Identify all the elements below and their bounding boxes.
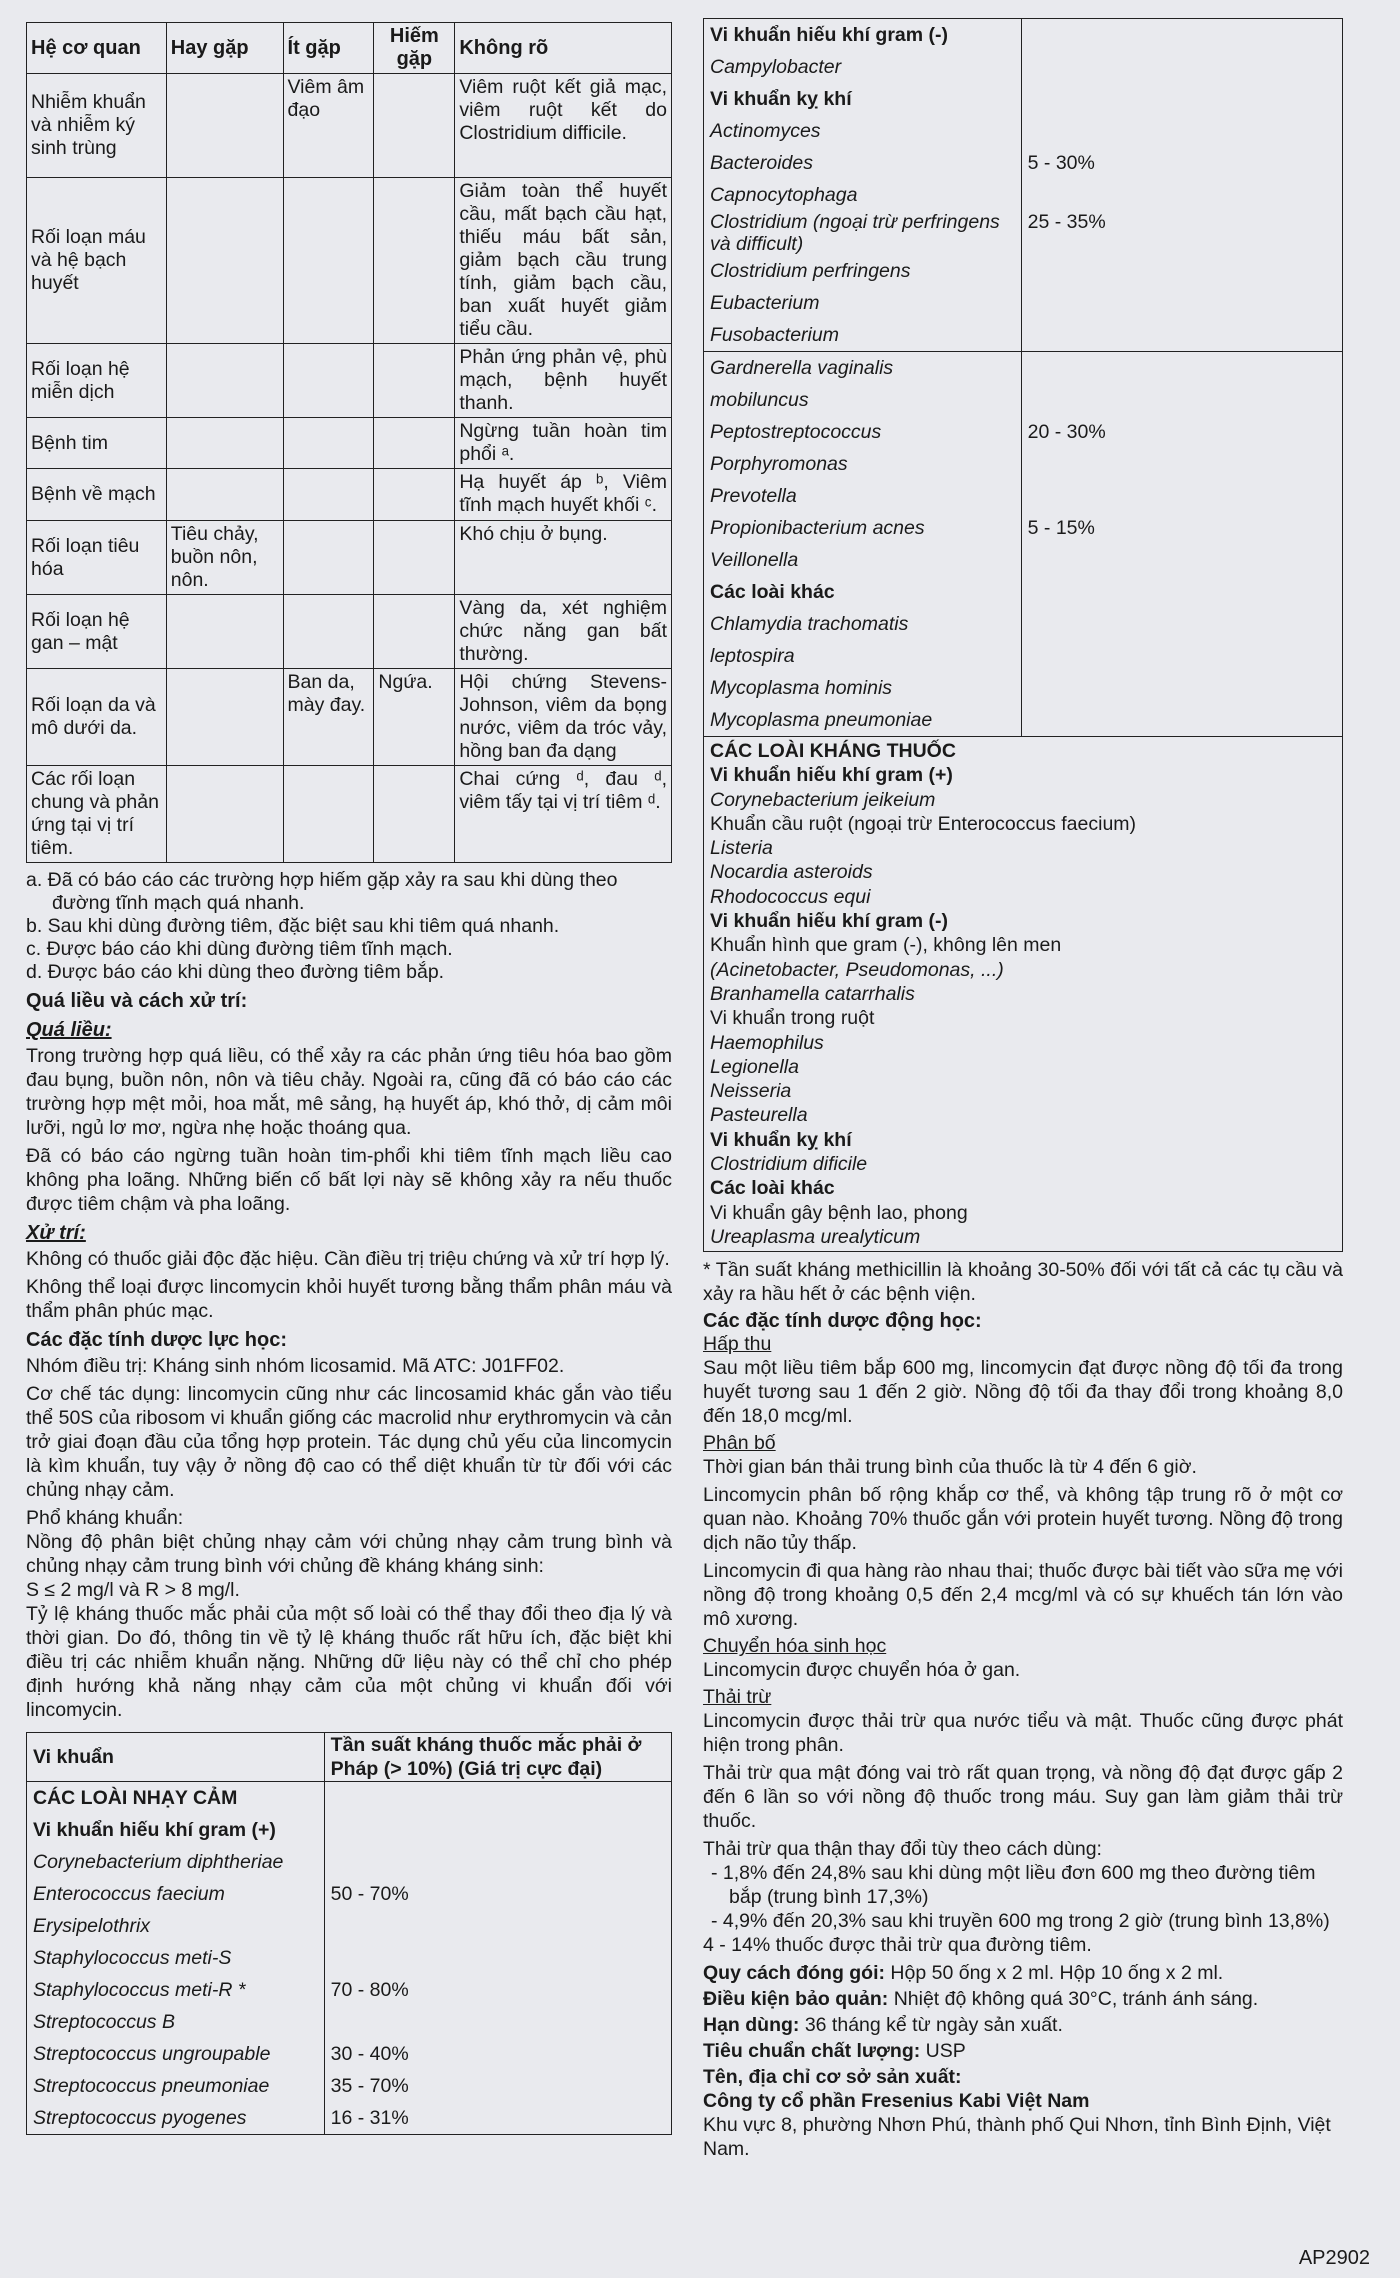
header-resistance-rate: Tần suất kháng thuốc mắc phải ở Pháp (> 10%) (Giá trị cực đại) <box>324 1733 671 1782</box>
bacteria-item: Mycoplasma hominis <box>710 677 893 699</box>
bacteria-item: Porphyromonas <box>710 453 848 475</box>
bacteria-item: Staphylococcus meti-R * <box>33 1979 246 2001</box>
quality-value: USP <box>920 2040 966 2063</box>
resistance-value <box>1028 352 1336 384</box>
resistance-value <box>1028 704 1336 736</box>
cell-common <box>166 344 283 418</box>
resistance-value <box>1028 83 1336 115</box>
treatment-paragraph-2: Không thể loại được lincomycin khỏi huyết tương bằng thẩm phân máu và thẩm phân phúc mạc. <box>26 1276 672 1322</box>
resistant-item: Legionella <box>710 1055 799 1078</box>
cell-rare <box>374 766 455 863</box>
bacteria-item: leptospira <box>710 645 795 667</box>
treatment-paragraph-1: Không có thuốc giải độc đặc hiệu. Cần điều trị triệu chứng và xử trí hợp lý. <box>26 1248 670 1270</box>
resistant-item: Các loài khác <box>710 1177 835 1200</box>
bacteria-item: mobiluncus <box>710 389 809 411</box>
bacteria-item: Propionibacterium acnes <box>710 517 925 539</box>
cell-unknown: Viêm ruột kết giả mạc, viêm ruột kết do Clostridium difficile. <box>455 74 672 178</box>
cell-common: Tiêu chảy, buồn nôn, nôn. <box>166 521 283 595</box>
resistance-value: 25 - 35% <box>1027 211 1106 233</box>
cell-organ: Rối loạn da và mô dưới da. <box>27 669 167 766</box>
bacteria-item: Campylobacter <box>710 56 842 78</box>
cell-organ: Các rối loạn chung và phản ứng tại vị trí tiêm. <box>27 766 167 863</box>
table-header-row <box>27 23 672 74</box>
cell-uncommon <box>283 178 374 344</box>
cell-organ: Rối loạn máu và hệ bạch huyết <box>27 178 167 344</box>
cell-unknown: Phản ứng phản vệ, phù mạch, bệnh huyết thanh. <box>455 344 672 418</box>
resistant-item: Khuẩn hình que gram (-), không lên men <box>710 934 1062 957</box>
bacteria-item: Gardnerella vaginalis <box>710 357 894 379</box>
bacteria-item: Actinomyces <box>710 120 821 142</box>
metabolism-title: Chuyển hóa sinh học <box>703 1635 887 1658</box>
bacteria-item: Bacteroides <box>710 152 813 174</box>
resistant-species-cell <box>704 737 1343 1252</box>
storage-label: Điều kiện bảo quản: <box>703 1988 889 2011</box>
resistance-value: 5 - 15% <box>1027 517 1095 539</box>
bacteria-names-cell <box>704 19 1022 352</box>
bacteria-names-cell <box>704 352 1022 737</box>
bacteria-item: Chlamydia trachomatis <box>710 613 909 635</box>
distribution-text-3: Lincomycin đi qua hàng rào nhau thai; thuốc được bài tiết vào sữa mẹ với nồng độ trong khoảng 0,5 đến 2,4 mcg/ml và có sự khuếch tán lớn vào mô xương. <box>703 1560 1343 1631</box>
resistance-values-cell <box>1021 19 1342 352</box>
resistance-value: 35 - 70% <box>330 2075 409 2097</box>
cell-unknown: Vàng da, xét nghiệm chức năng gan bất thường. <box>455 595 672 669</box>
distribution-title: Phân bố <box>703 1432 776 1455</box>
resistance-body-row-2 <box>704 352 1343 737</box>
cell-organ: Rối loạn hệ gan – mật <box>27 595 167 669</box>
cell-common <box>166 766 283 863</box>
cell-common <box>166 469 283 521</box>
resistant-item: CÁC LOÀI KHÁNG THUỐC <box>710 740 956 762</box>
header-unknown: Không rõ <box>455 23 672 74</box>
manufacturer-address: Khu vực 8, phường Nhơn Phú, thành phố Qui Nhơn, tỉnh Bình Định, Việt Nam. <box>703 2114 1331 2161</box>
resistance-value <box>331 1782 665 1814</box>
resistant-item: Branhamella catarrhalis <box>710 982 915 1005</box>
overdose-paragraph-1: Trong trường hợp quá liều, có thể xảy ra các phản ứng tiêu hóa bao gồm đau bụng, buồn nôn, nôn và tiêu chảy. Ngoài ra, cũng đã có báo cáo các trường hợp mệt mỏi, hoa mắt, mê sảng, hạ huyết áp, khó thở, dị cảm môi lưỡi, ngủ lơ mơ, ngừa nhẹ hoặc thoáng qua. <box>26 1045 672 1139</box>
resistant-item: Pasteurella <box>710 1104 808 1127</box>
header-rare: Hiếm gặp <box>374 23 455 74</box>
bacteria-item: Capnocytophaga <box>710 184 858 206</box>
manufacturer-label: Tên, địa chỉ cơ sở sản xuất: <box>703 2066 962 2089</box>
pd-paragraph-1: Nhóm điều trị: Kháng sinh nhóm licosamid. Mã ATC: J01FF02. <box>26 1355 565 1377</box>
bacteria-item: Erysipelothrix <box>33 1915 151 1937</box>
resistance-value <box>331 1942 665 1974</box>
resistant-item: Khuẩn cầu ruột (ngoại trừ Enterococcus faecium) <box>710 812 1137 835</box>
cell-rare <box>374 74 455 178</box>
bacteria-item: Fusobacterium <box>710 324 839 346</box>
cell-unknown: Ngừng tuần hoàn tim phổi ᵃ. <box>455 418 672 469</box>
table-row <box>27 595 672 669</box>
bacteria-item: Peptostreptococcus <box>710 421 882 443</box>
resistant-item: Vi khuẩn gây bệnh lao, phong <box>710 1201 968 1224</box>
bacteria-item: Eubacterium <box>710 292 820 314</box>
resistant-item: Clostridium dificile <box>710 1153 868 1176</box>
cell-uncommon <box>283 418 374 469</box>
resistance-value <box>1028 255 1336 287</box>
absorption-title: Hấp thu <box>703 1333 772 1356</box>
excretion-item-1: - 1,8% đến 24,8% sau khi dùng một liều đơn 600 mg theo đường tiêm bắp (trung bình 17,3%) <box>711 1862 1316 1909</box>
bacteria-item: Veillonella <box>710 549 799 571</box>
cell-common <box>166 178 283 344</box>
cell-unknown: Giảm toàn thể huyết cầu, mất bạch cầu hạt, thiếu máu bất sản, giảm bạch cầu trung tính, giảm bạch cầu, ban xuất huyết giảm tiểu cầu. <box>455 178 672 344</box>
cell-rare <box>374 418 455 469</box>
adverse-effects-table <box>26 22 672 863</box>
cell-organ: Bệnh về mạch <box>27 469 167 521</box>
storage-line <box>703 1987 1343 2011</box>
cell-organ: Rối loạn hệ miễn dịch <box>27 344 167 418</box>
resistant-item: Haemophilus <box>710 1031 824 1054</box>
resistant-item: Vi khuẩn hiếu khí gram (+) <box>710 764 953 787</box>
shelf-life-value: 36 tháng kể từ ngày sản xuất. <box>799 2014 1063 2037</box>
resistance-value <box>1028 19 1336 51</box>
resistant-item: (Acinetobacter, Pseudomonas, ...) <box>710 958 1004 981</box>
resistance-value <box>1028 115 1336 147</box>
resistance-value <box>1028 576 1336 608</box>
cell-organ: Rối loạn tiêu hóa <box>27 521 167 595</box>
cell-rare: Ngứa. <box>374 669 455 766</box>
table-row <box>27 469 672 521</box>
table-row <box>27 74 672 178</box>
resistance-value <box>331 1814 665 1846</box>
cell-common <box>166 74 283 178</box>
resistance-values-cell <box>324 1782 671 2135</box>
bacteria-item: CÁC LOÀI NHẠY CẢM <box>33 1787 238 1809</box>
cell-uncommon <box>283 469 374 521</box>
bacteria-item: Vi khuẩn hiếu khí gram (+) <box>33 1819 276 1841</box>
resistant-item: Vi khuẩn trong ruột <box>710 1007 875 1030</box>
excretion-text-3: Thải trừ qua thận thay đổi tùy theo cách dùng: <box>703 1838 1102 1861</box>
header-uncommon: Ít gặp <box>283 23 374 74</box>
resistance-table-right <box>703 18 1343 1252</box>
document-code: AP2902 <box>1298 2247 1370 2269</box>
cell-rare <box>374 344 455 418</box>
bacteria-item: Clostridium (ngoại trừ perfringens và difficult) <box>710 211 1000 255</box>
cell-rare <box>374 595 455 669</box>
table-row <box>27 521 672 595</box>
resistant-species-row <box>704 737 1343 1252</box>
resistant-item: Vi khuẩn hiếu khí gram (-) <box>710 910 949 933</box>
bacteria-item: Vi khuẩn hiếu khí gram (-) <box>710 24 949 46</box>
packaging-value: Hộp 50 ống x 2 ml. Hộp 10 ống x 2 ml. <box>885 1962 1224 1985</box>
header-organ: Hệ cơ quan <box>27 23 167 74</box>
resistant-item: Rhodococcus equi <box>710 885 871 908</box>
overdose-paragraph-2: Đã có báo cáo ngừng tuần hoàn tim-phổi khi tiêm tĩnh mạch liều cao không pha loãng. Những biến cố bất lợi này sẽ không xảy ra nếu thuốc được tiêm chậm và pha loãng. <box>26 1145 672 1215</box>
pd-paragraph-6: Tỷ lệ kháng thuốc mắc phải của một số loài có thể thay đổi theo địa lý và thời gian. Do đó, thông tin về tỷ lệ kháng thuốc rất hữu ích, đặc biệt khi điều trị các nhiễm khuẩn nặng. Những dữ liệu này có thể chỉ cho phép định hướng khả năng nhạy cảm của một chủng vi khuẩn đối với lincomycin. <box>26 1603 672 1721</box>
footnote-a: a. Đã có báo cáo các trường hợp hiếm gặp xảy ra sau khi dùng theo đường tĩnh mạch quá nhanh. <box>26 869 618 914</box>
excretion-text-1: Lincomycin được thải trừ qua nước tiểu và mật. Thuốc cũng được phát hiện trong phân. <box>703 1710 1343 1757</box>
excretion-text-2: Thải trừ qua mật đóng vai trò rất quan trọng, và nồng độ đạt được gấp 2 đến 6 lần so với nồng độ thuốc trong máu. Suy gan làm giảm thải trừ thuốc. <box>703 1762 1343 1833</box>
bacteria-item: Enterococcus faecium <box>33 1883 225 1905</box>
resistance-value: 5 - 30% <box>1027 152 1095 174</box>
left-column <box>26 22 672 2135</box>
resistance-value <box>1028 319 1336 351</box>
overdose-subtitle: Quá liều: <box>26 1019 112 1041</box>
cell-rare <box>374 178 455 344</box>
bacteria-item: Streptococcus ungroupable <box>33 2043 271 2065</box>
resistant-item: Listeria <box>710 837 773 860</box>
pd-paragraph-4: Nồng độ phân biệt chủng nhạy cảm với chủng nhạy cảm trung bình và chủng nhạy cảm trung bình với chủng đề kháng kháng sinh: <box>26 1531 672 1577</box>
resistance-value <box>1028 448 1336 480</box>
cell-uncommon: Viêm âm đạo <box>283 74 374 178</box>
resistance-table-left <box>26 1732 672 2135</box>
resistance-footnote: * Tần suất kháng methicillin là khoảng 30-50% đối với tất cả các tụ cầu và xảy ra hầu hết ở các bệnh viện. <box>703 1259 1343 1306</box>
resistant-item: Vi khuẩn kỵ khí <box>710 1128 852 1151</box>
distribution-text-1: Thời gian bán thải trung bình của thuốc là từ 4 đến 6 giờ. <box>703 1456 1197 1479</box>
bacteria-item: Staphylococcus meti-S <box>33 1947 232 1969</box>
bacteria-item: Mycoplasma pneumoniae <box>710 709 933 731</box>
absorption-text: Sau một liều tiêm bắp 600 mg, lincomycin đạt được nồng độ tối đa trong huyết tương sau 1 đến 2 giờ. Nồng độ tối đa thay đổi trong khoảng 8,0 đến 18,0 mcg/ml. <box>703 1357 1343 1428</box>
right-column <box>703 18 1343 2165</box>
table-row <box>27 418 672 469</box>
resistance-value: 30 - 40% <box>330 2043 409 2065</box>
resistance-value <box>1028 287 1336 319</box>
cell-uncommon <box>283 766 374 863</box>
excretion-item-2: - 4,9% đến 20,3% sau khi truyền 600 mg trong 2 giờ (trung bình 13,8%) <box>711 1910 1330 1933</box>
bacteria-item: Streptococcus pyogenes <box>33 2107 247 2129</box>
table-row <box>27 178 672 344</box>
resistance-value: 70 - 80% <box>330 1979 409 2001</box>
resistant-item: Ureaplasma urealyticum <box>710 1225 921 1248</box>
resistance-value <box>1028 480 1336 512</box>
footnote-d: d. Được báo cáo khi dùng theo đường tiêm bắp. <box>26 961 445 983</box>
resistant-item: Neisseria <box>710 1080 792 1103</box>
cell-uncommon <box>283 521 374 595</box>
cell-uncommon <box>283 344 374 418</box>
table-row <box>27 766 672 863</box>
resistance-value <box>1028 384 1336 416</box>
cell-common <box>166 418 283 469</box>
resistance-value: 20 - 30% <box>1027 421 1106 443</box>
excretion-title: Thải trừ <box>703 1686 772 1709</box>
resistance-value <box>1028 608 1336 640</box>
resistance-value <box>1028 672 1336 704</box>
resistance-value <box>1028 51 1336 83</box>
shelf-life-line <box>703 2013 1343 2037</box>
quality-label: Tiêu chuẩn chất lượng: <box>703 2040 921 2063</box>
resistance-header-row <box>27 1733 672 1782</box>
bacteria-names-cell <box>27 1782 325 2135</box>
bacteria-item: Streptococcus B <box>33 2011 175 2033</box>
resistance-value: 50 - 70% <box>330 1883 409 1905</box>
table-row <box>27 669 672 766</box>
manufacturer-name: Công ty cổ phần Fresenius Kabi Việt Nam <box>703 2090 1090 2113</box>
bacteria-item: Streptococcus pneumoniae <box>33 2075 270 2097</box>
table-row <box>27 344 672 418</box>
cell-unknown: Hạ huyết áp ᵇ, Viêm tĩnh mạch huyết khối ᶜ. <box>455 469 672 521</box>
cell-common <box>166 595 283 669</box>
cell-uncommon: Ban da, mày đay. <box>283 669 374 766</box>
distribution-text-2: Lincomycin phân bố rộng khắp cơ thể, và không tập trung rõ ở một cơ quan nào. Khoảng 70% thuốc gắn với protein huyết tương. Nồng độ trong dịch não tủy thấp. <box>703 1484 1343 1555</box>
footnote-b: b. Sau khi dùng đường tiêm, đặc biệt sau khi tiêm quá nhanh. <box>26 915 560 937</box>
shelf-life-label: Hạn dùng: <box>703 2014 800 2037</box>
excretion-text-4: 4 - 14% thuốc được thải trừ qua đường tiêm. <box>703 1934 1092 1957</box>
treatment-subtitle: Xử trí: <box>26 1222 86 1244</box>
resistance-body-row-1 <box>704 19 1343 352</box>
resistance-value: 16 - 31% <box>330 2107 409 2129</box>
packaging-line <box>703 1961 1343 1985</box>
resistance-value <box>1028 544 1336 576</box>
pd-paragraph-3: Phổ kháng khuẩn: <box>26 1507 184 1529</box>
resistance-values-cell <box>1021 352 1342 737</box>
bacteria-item: Vi khuẩn kỵ khí <box>710 88 852 110</box>
resistant-item: Corynebacterium jeikeium <box>710 788 936 811</box>
pd-paragraph-2: Cơ chế tác dụng: lincomycin cũng như các lincosamid khác gắn vào tiểu thể 50S của ribosom vi khuẩn giống các macrolid như erythromycin và cản trở giai đoạn đầu của tổng hợp protein. Tác dụng chủ yếu của lincomycin là kìm khuẩn, tuy vậy ở nồng độ cao có thể diệt khuẩn từ từ đối với các chủng nhạy cảm. <box>26 1383 672 1501</box>
cell-unknown: Khó chịu ở bụng. <box>455 521 672 595</box>
pharmacodynamics-title: Các đặc tính dược lực học: <box>26 1329 288 1351</box>
overdose-title: Quá liều và cách xử trí: <box>26 990 248 1012</box>
resistance-body-row <box>27 1782 672 2135</box>
cell-unknown: Chai cứng ᵈ, đau ᵈ, viêm tấy tại vị trí tiêm ᵈ. <box>455 766 672 863</box>
header-bacteria: Vi khuẩn <box>27 1733 325 1782</box>
packaging-label: Quy cách đóng gói: <box>703 1962 886 1985</box>
cell-rare <box>374 469 455 521</box>
quality-line <box>703 2039 1343 2063</box>
resistant-item: Nocardia asteroids <box>710 861 873 884</box>
footnote-c: c. Được báo cáo khi dùng đường tiêm tĩnh mạch. <box>26 938 453 960</box>
bacteria-item: Các loài khác <box>710 581 835 603</box>
header-common: Hay gặp <box>166 23 283 74</box>
footnotes <box>26 869 672 984</box>
resistance-value <box>1028 179 1336 211</box>
cell-uncommon <box>283 595 374 669</box>
resistance-value <box>331 1910 665 1942</box>
resistance-value <box>1028 640 1336 672</box>
resistance-value <box>331 1846 665 1878</box>
bacteria-item: Clostridium perfringens <box>710 260 911 282</box>
storage-value: Nhiệt độ không quá 30°C, tránh ánh sáng. <box>888 1988 1259 2011</box>
cell-organ: Bệnh tim <box>27 418 167 469</box>
metabolism-text: Lincomycin được chuyển hóa ở gan. <box>703 1659 1021 1682</box>
bacteria-item: Prevotella <box>710 485 797 507</box>
pd-paragraph-5: S ≤ 2 mg/l và R > 8 mg/l. <box>26 1579 240 1601</box>
cell-common <box>166 669 283 766</box>
resistance-value <box>331 2006 665 2038</box>
cell-rare <box>374 521 455 595</box>
bacteria-item: Corynebacterium diphtheriae <box>33 1851 284 1873</box>
cell-organ: Nhiễm khuẩn và nhiễm ký sinh trùng <box>27 74 167 178</box>
cell-unknown: Hội chứng Stevens-Johnson, viêm da bọng nước, viêm da tróc vảy, hồng ban đa dạng <box>455 669 672 766</box>
pharmacokinetics-title: Các đặc tính dược động học: <box>703 1310 982 1333</box>
